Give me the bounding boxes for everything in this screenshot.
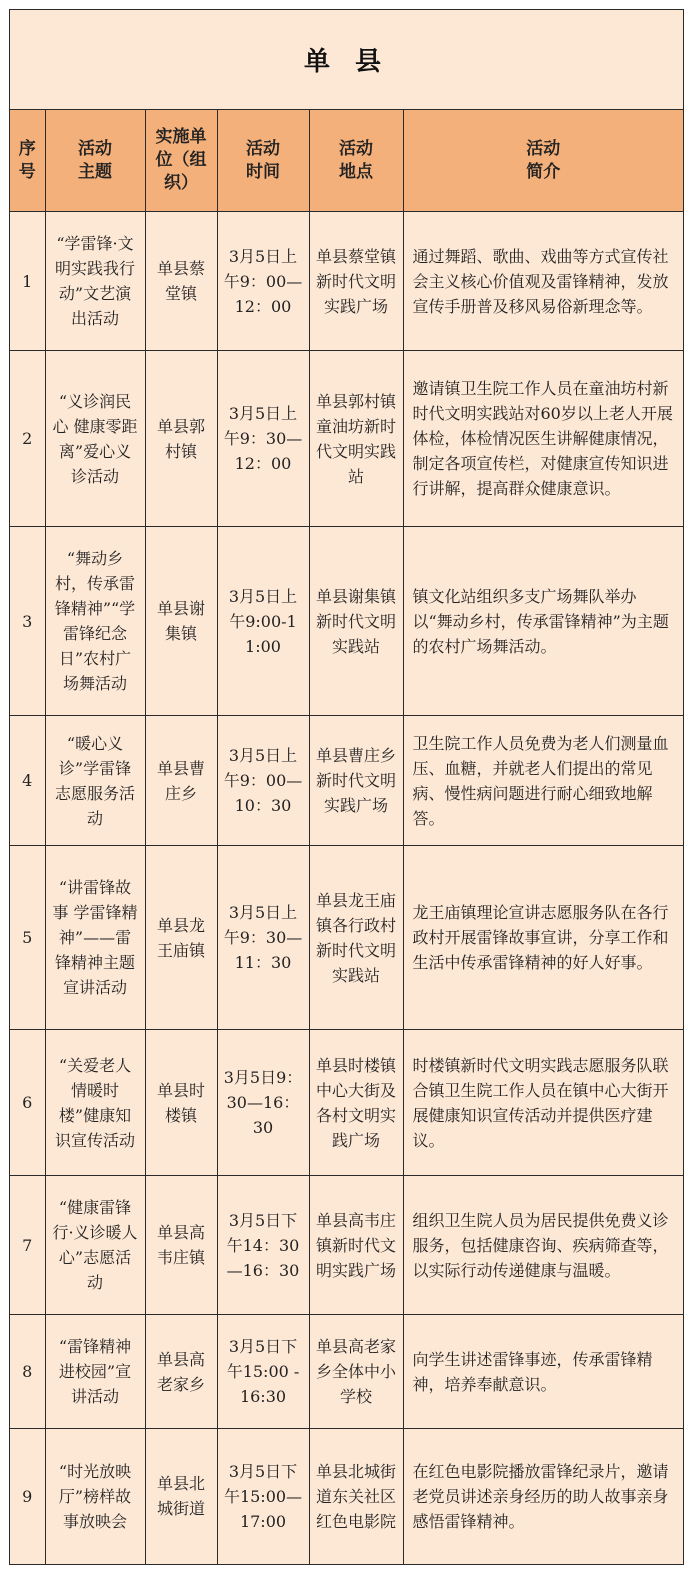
cell-theme: “学雷锋·文明实践我行动”文艺演出活动 — [45, 212, 145, 351]
cell-time: 3月5日上午9：00—10：30 — [217, 716, 309, 846]
cell-no: 2 — [10, 351, 45, 527]
cell-time: 3月5日上午9：30—11：30 — [217, 846, 309, 1030]
header-unit — [145, 110, 217, 212]
table-row — [10, 212, 683, 351]
table-row — [10, 1429, 683, 1564]
header-no-label: 序 号 — [18, 138, 36, 182]
cell-unit: 单县曹庄乡 — [145, 716, 217, 846]
activity-table — [10, 110, 683, 1564]
header-time-label: 活动 时间 — [246, 138, 280, 182]
cell-time: 3月5日上午9：30—12：00 — [217, 351, 309, 527]
cell-theme: “舞动乡村，传承雷锋精神”“学雷锋纪念日”农村广场舞活动 — [45, 527, 145, 716]
cell-place: 单县北城街道东关社区红色电影院 — [309, 1429, 403, 1564]
page-title: 单 县 — [10, 10, 683, 110]
cell-intro: 在红色电影院播放雷锋纪录片，邀请老党员讲述亲身经历的助人故事亲身感悟雷锋精神。 — [403, 1429, 683, 1564]
table-header-row — [10, 110, 683, 212]
cell-unit: 单县高老家乡 — [145, 1315, 217, 1429]
cell-intro: 龙王庙镇理论宣讲志愿服务队在各行政村开展雷锋故事宣讲，分享工作和生活中传承雷锋精神的好人好事。 — [403, 846, 683, 1030]
cell-theme: “时光放映厅”榜样故事放映会 — [45, 1429, 145, 1564]
cell-unit: 单县龙王庙镇 — [145, 846, 217, 1030]
header-theme — [45, 110, 145, 212]
cell-intro: 向学生讲述雷锋事迹，传承雷锋精神，培养奉献意识。 — [403, 1315, 683, 1429]
cell-intro: 邀请镇卫生院工作人员在童油坊村新时代文明实践站对60岁以上老人开展体检，体检情况医生讲解健康情况，制定各项宣传栏，对健康宣传知识进行讲解，提高群众健康意识。 — [403, 351, 683, 527]
table-row — [10, 716, 683, 846]
cell-intro: 时楼镇新时代文明实践志愿服务队联合镇卫生院工作人员在镇中心大街开展健康知识宣传活动并提供医疗建议。 — [403, 1030, 683, 1176]
cell-theme: “雷锋精神进校园”宣讲活动 — [45, 1315, 145, 1429]
cell-time: 3月5日9：30—16：30 — [217, 1030, 309, 1176]
cell-place: 单县曹庄乡新时代文明实践广场 — [309, 716, 403, 846]
table-row — [10, 351, 683, 527]
cell-place: 单县郭村镇童油坊新时代文明实践站 — [309, 351, 403, 527]
cell-no: 8 — [10, 1315, 45, 1429]
cell-no: 9 — [10, 1429, 45, 1564]
cell-no: 1 — [10, 212, 45, 351]
cell-time: 3月5日下午15:00 - 16:30 — [217, 1315, 309, 1429]
header-place — [309, 110, 403, 212]
cell-place: 单县高老家乡全体中小学校 — [309, 1315, 403, 1429]
header-intro — [403, 110, 683, 212]
cell-theme: “讲雷锋故事 学雷锋精神”——雷锋精神主题宣讲活动 — [45, 846, 145, 1030]
cell-theme: “暖心义诊”学雷锋志愿服务活动 — [45, 716, 145, 846]
cell-unit: 单县时楼镇 — [145, 1030, 217, 1176]
header-place-label: 活动 地点 — [339, 138, 373, 182]
table-row — [10, 846, 683, 1030]
cell-time: 3月5日下午15:00—17:00 — [217, 1429, 309, 1564]
cell-no: 6 — [10, 1030, 45, 1176]
header-time — [217, 110, 309, 212]
cell-place: 单县龙王庙镇各行政村新时代文明实践站 — [309, 846, 403, 1030]
cell-place: 单县高韦庄镇新时代文明实践广场 — [309, 1176, 403, 1315]
cell-time: 3月5日上午9:00-11:00 — [217, 527, 309, 716]
header-intro-label: 活动 简介 — [526, 138, 561, 182]
table-row — [10, 1030, 683, 1176]
cell-place: 单县谢集镇新时代文明实践站 — [309, 527, 403, 716]
cell-unit: 单县高韦庄镇 — [145, 1176, 217, 1315]
cell-place: 单县时楼镇中心大街及各村文明实践广场 — [309, 1030, 403, 1176]
cell-no: 3 — [10, 527, 45, 716]
header-no — [10, 110, 45, 212]
header-unit-label: 实施单 位（组 织） — [155, 127, 207, 193]
cell-intro: 镇文化站组织多支广场舞队举办以“舞动乡村，传承雷锋精神”为主题的农村广场舞活动。 — [403, 527, 683, 716]
cell-no: 7 — [10, 1176, 45, 1315]
cell-unit: 单县谢集镇 — [145, 527, 217, 716]
cell-unit: 单县蔡堂镇 — [145, 212, 217, 351]
table-row — [10, 1176, 683, 1315]
table-row — [10, 1315, 683, 1429]
cell-place: 单县蔡堂镇新时代文明实践广场 — [309, 212, 403, 351]
cell-no: 5 — [10, 846, 45, 1030]
document-frame — [9, 9, 684, 1565]
cell-intro: 卫生院工作人员免费为老人们测量血压、血糖，并就老人们提出的常见病、慢性病问题进行耐心细致地解答。 — [403, 716, 683, 846]
cell-no: 4 — [10, 716, 45, 846]
cell-time: 3月5日上午9：00—12：00 — [217, 212, 309, 351]
cell-theme: “义诊润民心 健康零距离”爱心义诊活动 — [45, 351, 145, 527]
table-row — [10, 527, 683, 716]
cell-intro: 通过舞蹈、歌曲、戏曲等方式宣传社会主义核心价值观及雷锋精神，发放宣传手册普及移风易俗新理念等。 — [403, 212, 683, 351]
cell-time: 3月5日下午14：30—16：30 — [217, 1176, 309, 1315]
cell-unit: 单县北城街道 — [145, 1429, 217, 1564]
header-theme-label: 活动 主题 — [78, 138, 112, 182]
cell-theme: “健康雷锋行·义诊暖人心”志愿活动 — [45, 1176, 145, 1315]
cell-intro: 组织卫生院人员为居民提供免费义诊服务，包括健康咨询、疾病筛查等，以实际行动传递健康与温暖。 — [403, 1176, 683, 1315]
cell-theme: “关爱老人情暖时楼”健康知识宣传活动 — [45, 1030, 145, 1176]
cell-unit: 单县郭村镇 — [145, 351, 217, 527]
